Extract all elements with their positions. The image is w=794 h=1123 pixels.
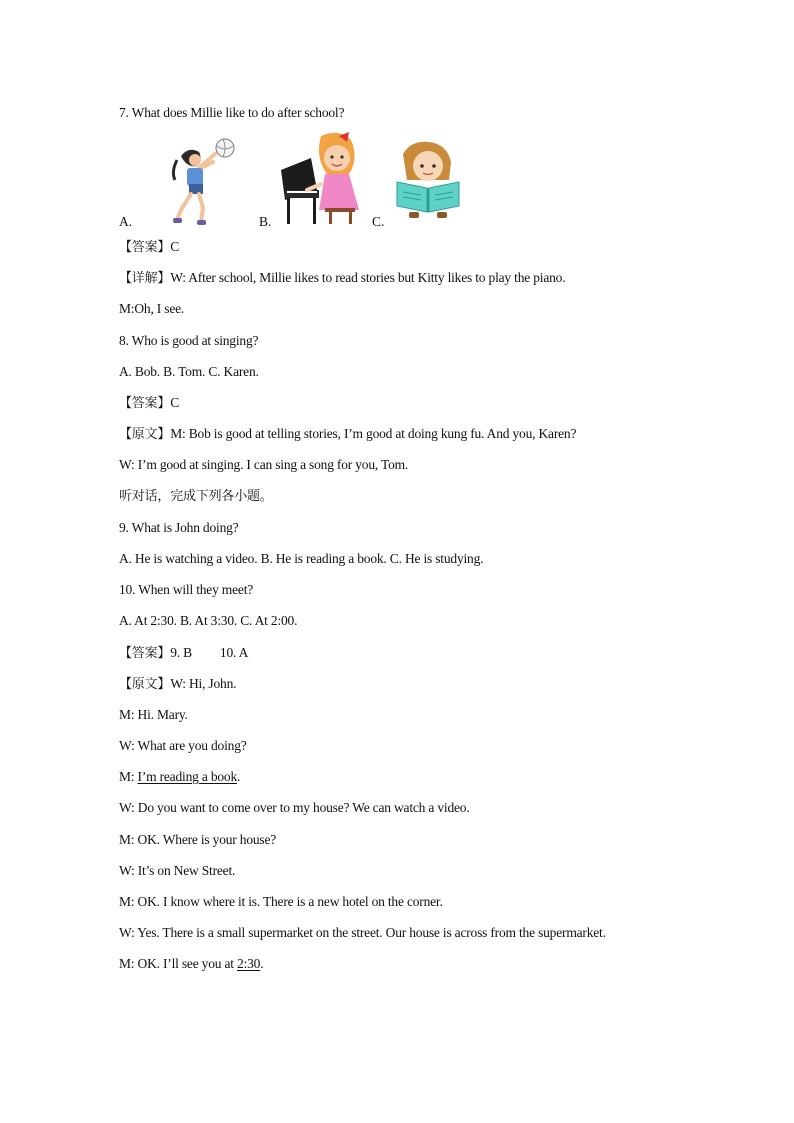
answer-tag: 【答案】: [119, 396, 171, 411]
dialogue-line-last: [119, 955, 263, 973]
period: .: [237, 769, 241, 784]
q8-answer: [119, 394, 179, 413]
underlined-answer: I’m reading a book: [137, 769, 238, 784]
underlined-time: 2:30: [237, 956, 261, 971]
period: .: [260, 956, 264, 971]
q8-script-line1: M: Bob is good at telling stories, I’m good at doing kung fu. And you, Karen?: [170, 426, 577, 441]
dialogue-line-reading: [119, 768, 240, 786]
script-tag: 【原文】: [119, 427, 171, 442]
q7-detail: [119, 269, 565, 288]
q7-option-c-label: C.: [372, 214, 385, 229]
q7-options: [119, 130, 599, 230]
q8-question: 8. Who is good at singing?: [119, 333, 259, 348]
section-instruction: 听对话，完成下列各小题。: [119, 489, 273, 504]
q10-options: A. At 2:30. B. At 3:30. C. At 2:00.: [119, 613, 298, 628]
q8-script: [119, 425, 576, 444]
answer-10: 10. A: [219, 645, 249, 660]
q7-answer-value: C: [170, 239, 180, 254]
q7-detail-text: W: After school, Millie likes to read stories but Kitty likes to play the piano.: [170, 270, 566, 285]
q8-script-line2: W: I’m good at singing. I can sing a song for you, Tom.: [119, 457, 409, 472]
piano-girl-icon: [277, 130, 365, 226]
q8-answer-value: C: [170, 395, 180, 410]
q7-question: 7. What does Millie like to do after school?: [119, 105, 345, 120]
dialogue-line: W: Do you want to come over to my house? We can watch a video.: [119, 800, 470, 815]
answer-tag: 【答案】: [119, 646, 171, 661]
answer-9: 9. B: [170, 645, 192, 660]
reading-girl-icon: [393, 140, 463, 222]
script-tag: 【原文】: [119, 677, 171, 692]
q7-option-a-label: A.: [119, 214, 133, 229]
volleyball-girl-icon: [167, 134, 242, 226]
q10-question: 10. When will they meet?: [119, 582, 254, 597]
dialogue-line: W: Yes. There is a small supermarket on the street. Our house is across from the supermarket.: [119, 925, 606, 940]
answers-9-10: [119, 644, 248, 663]
q7-answer: [119, 238, 179, 257]
detail-tag: 【详解】: [119, 271, 171, 286]
dialogue-line: M: OK. Where is your house?: [119, 832, 277, 847]
answer-tag: 【答案】: [119, 240, 171, 255]
dialogue-line: W: It’s on New Street.: [119, 863, 236, 878]
q9-question: 9. What is John doing?: [119, 520, 239, 535]
q7-detail-line2: M:Oh, I see.: [119, 301, 185, 316]
q8-options: A. Bob. B. Tom. C. Karen.: [119, 364, 259, 379]
dialogue-line: W: Hi, John.: [170, 676, 237, 691]
dialogue-line: W: What are you doing?: [119, 738, 247, 753]
q7-option-b-label: B.: [259, 214, 272, 229]
speaker-prefix: M:: [119, 769, 138, 784]
speaker-text: M: OK. I’ll see you at: [119, 956, 238, 971]
dialogue-first-line: [119, 675, 236, 694]
dialogue-line: M: OK. I know where it is. There is a new hotel on the corner.: [119, 894, 443, 909]
dialogue-line: M: Hi. Mary.: [119, 707, 188, 722]
q9-options: A. He is watching a video. B. He is reading a book. C. He is studying.: [119, 551, 484, 566]
